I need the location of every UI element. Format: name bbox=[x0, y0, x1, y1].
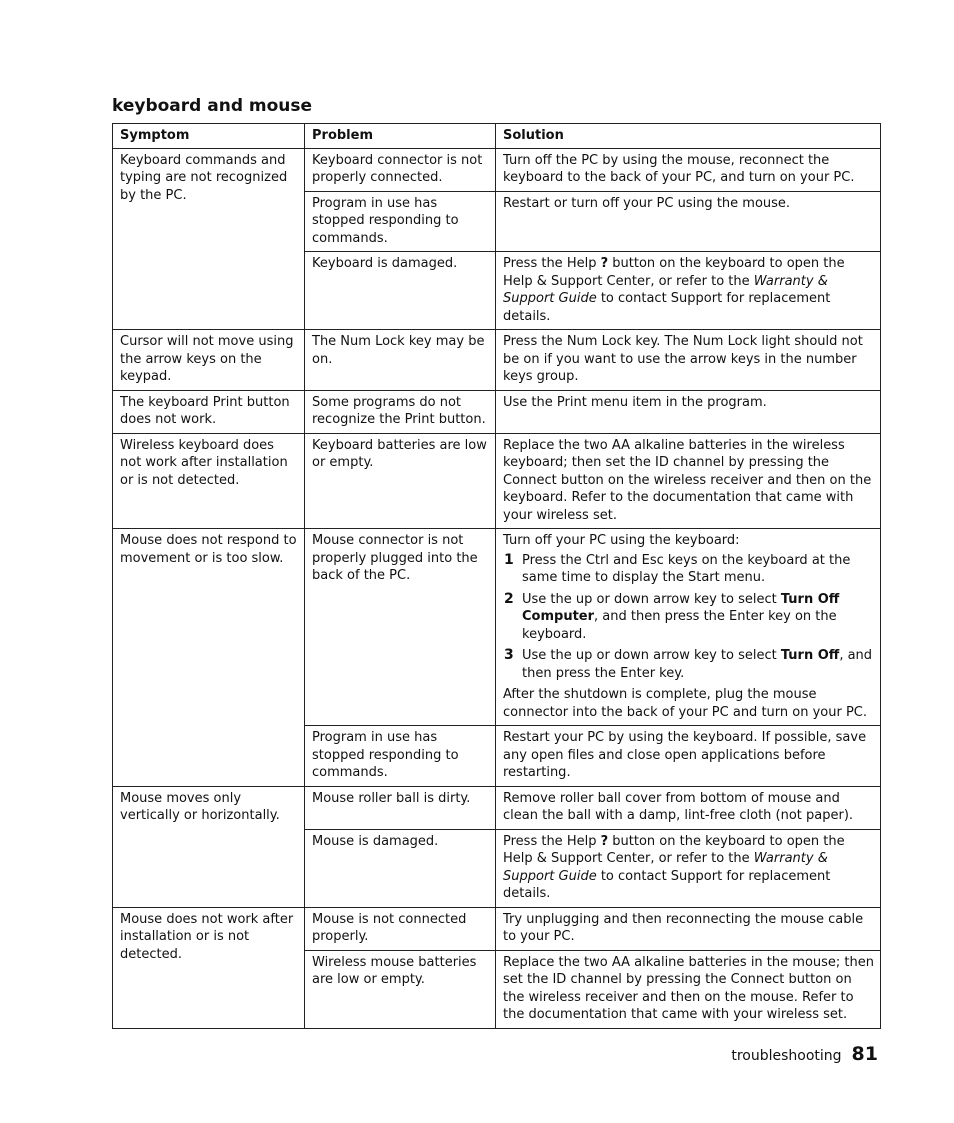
step-emphasis: Turn Off Computer bbox=[522, 591, 840, 624]
solution-cell bbox=[496, 529, 881, 726]
problem-cell: Keyboard connector is not properly connected. bbox=[305, 148, 496, 191]
step-number: 2 bbox=[504, 590, 514, 607]
header-solution: Solution bbox=[496, 124, 881, 149]
step-emphasis: Turn Off bbox=[780, 648, 840, 663]
table-row bbox=[113, 330, 881, 391]
solution-text: to contact Support for replacement details. bbox=[503, 291, 831, 324]
solution-cell: Replace the two AA alkaline batteries in the wireless keyboard; then set the ID channel by pressing the Connect button on the wireless receiver and then on the keyboard. Refer to the documentation that came with your wireless set. bbox=[496, 433, 881, 529]
table-row bbox=[113, 433, 881, 529]
solution-outro: After the shutdown is complete, plug the mouse connector into the back of your PC and turn on your PC. bbox=[503, 687, 868, 720]
guide-title: Warranty & Support Guide bbox=[503, 273, 828, 306]
step-text: , and then press the Enter key. bbox=[522, 648, 873, 681]
symptom-cell: The keyboard Print button does not work. bbox=[113, 390, 305, 433]
problem-cell: Mouse roller ball is dirty. bbox=[305, 786, 496, 829]
symptom-cell: Mouse does not work after installation or is not detected. bbox=[113, 907, 305, 1028]
header-problem: Problem bbox=[305, 124, 496, 149]
symptom-cell: Keyboard commands and typing are not recognized by the PC. bbox=[113, 148, 305, 330]
symptom-cell: Wireless keyboard does not work after installation or is not detected. bbox=[113, 433, 305, 529]
solution-cell: Turn off the PC by using the mouse, reconnect the keyboard to the back of your PC, and turn on your PC. bbox=[496, 148, 881, 191]
header-symptom: Symptom bbox=[113, 124, 305, 149]
solution-cell: Replace the two AA alkaline batteries in the mouse; then set the ID channel by pressing the Connect button on the wireless receiver and then on the mouse. Refer to the documentation that came with your wireless set. bbox=[496, 950, 881, 1028]
symptom-cell: Mouse moves only vertically or horizontally. bbox=[113, 786, 305, 907]
step-item bbox=[503, 647, 874, 682]
problem-cell: Some programs do not recognize the Print button. bbox=[305, 390, 496, 433]
table-row bbox=[113, 786, 881, 829]
solution-text: button on the keyboard to open the Help & Support Center, or refer to the bbox=[503, 256, 845, 289]
problem-cell: Program in use has stopped responding to commands. bbox=[305, 191, 496, 252]
help-question-mark: ? bbox=[600, 833, 609, 849]
troubleshooting-table bbox=[112, 123, 881, 1029]
solution-text: button on the keyboard to open the Help & Support Center, or refer to the bbox=[503, 833, 845, 866]
problem-cell: Mouse is not connected properly. bbox=[305, 907, 496, 950]
solution-cell: Use the Print menu item in the program. bbox=[496, 390, 881, 433]
section-heading: keyboard and mouse bbox=[112, 96, 313, 116]
help-question-mark: ? bbox=[600, 256, 609, 271]
steps-list bbox=[503, 552, 874, 683]
step-item bbox=[503, 591, 874, 644]
problem-cell: Mouse is damaged. bbox=[305, 829, 496, 907]
problem-cell: Mouse connector is not properly plugged into the back of the PC. bbox=[305, 529, 496, 726]
problem-cell: Keyboard is damaged. bbox=[305, 252, 496, 330]
step-item bbox=[503, 552, 874, 587]
solution-intro: Turn off your PC using the keyboard: bbox=[503, 533, 740, 548]
problem-cell: Keyboard batteries are low or empty. bbox=[305, 433, 496, 529]
page-footer bbox=[731, 1043, 878, 1065]
solution-cell bbox=[496, 829, 881, 907]
solution-cell: Remove roller ball cover from bottom of mouse and clean the ball with a damp, lint-free cloth (not paper). bbox=[496, 786, 881, 829]
table-row bbox=[113, 529, 881, 726]
table-header-row bbox=[113, 124, 881, 149]
problem-cell: Program in use has stopped responding to commands. bbox=[305, 726, 496, 787]
footer-section-label: troubleshooting bbox=[731, 1048, 842, 1064]
step-text: , and then press the Enter key on the keyboard. bbox=[522, 609, 837, 642]
solution-cell: Try unplugging and then reconnecting the mouse cable to your PC. bbox=[496, 907, 881, 950]
solution-cell: Restart your PC by using the keyboard. If possible, save any open files and close open applications before restarting. bbox=[496, 726, 881, 787]
solution-text: Press the Help bbox=[503, 256, 601, 271]
step-number: 3 bbox=[504, 647, 514, 663]
step-number: 1 bbox=[504, 551, 514, 568]
symptom-cell: Mouse does not respond to movement or is too slow. bbox=[113, 529, 305, 787]
solution-text: Press the Help bbox=[503, 833, 601, 849]
step-text: Press the Ctrl and Esc keys on the keyboard at the same time to display the Start menu. bbox=[522, 552, 851, 585]
symptom-cell: Cursor will not move using the arrow keys on the keypad. bbox=[113, 330, 305, 391]
step-text: Use the up or down arrow key to select bbox=[522, 648, 781, 663]
table-row bbox=[113, 390, 881, 433]
solution-cell bbox=[496, 252, 881, 330]
table-row bbox=[113, 148, 881, 191]
solution-text: to contact Support for replacement details. bbox=[503, 868, 831, 901]
problem-cell: Wireless mouse batteries are low or empty. bbox=[305, 950, 496, 1028]
solution-cell: Restart or turn off your PC using the mouse. bbox=[496, 191, 881, 252]
step-text: Use the up or down arrow key to select bbox=[522, 591, 781, 607]
table-row bbox=[113, 907, 881, 950]
page-number: 81 bbox=[851, 1043, 878, 1065]
problem-cell: The Num Lock key may be on. bbox=[305, 330, 496, 391]
solution-cell: Press the Num Lock key. The Num Lock light should not be on if you want to use the arrow keys in the number keys group. bbox=[496, 330, 881, 391]
guide-title: Warranty & Support Guide bbox=[503, 851, 828, 884]
